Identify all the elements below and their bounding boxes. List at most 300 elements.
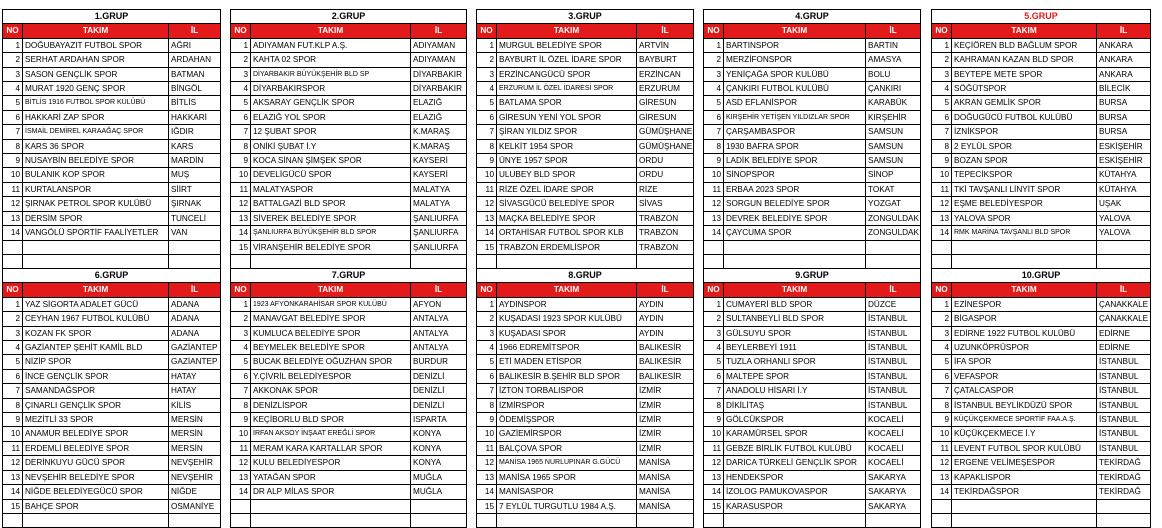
group-table xyxy=(476,9,694,269)
team-number: 14 xyxy=(3,226,23,240)
empty-cell xyxy=(932,254,952,268)
team-name: BATTALGAZİ BLD SPOR xyxy=(251,197,411,211)
team-name: ÇARŞAMBASPOR xyxy=(724,125,866,139)
team-number: 5 xyxy=(477,96,497,110)
empty-cell xyxy=(169,240,221,254)
team-row xyxy=(231,413,467,427)
team-name: BİTLİS 1916 FUTBOL SPOR KULÜBÜ xyxy=(23,96,169,110)
team-row xyxy=(704,53,921,67)
team-name: ERDEMLİ BELEDİYE SPOR xyxy=(23,441,169,455)
team-city: İZMİR xyxy=(637,384,694,398)
team-city: MANİSA xyxy=(637,456,694,470)
team-city: KOCAELİ xyxy=(866,441,921,455)
team-city: YALOVA xyxy=(1097,226,1151,240)
team-number: 7 xyxy=(231,384,251,398)
team-number: 8 xyxy=(477,398,497,412)
team-name: GÜLSUYU SPOR xyxy=(724,326,866,340)
empty-cell xyxy=(497,254,637,268)
team-city: TEKİRDAĞ xyxy=(1097,456,1151,470)
team-row xyxy=(3,326,221,340)
team-name: KULU BELEDİYESPOR xyxy=(251,456,411,470)
empty-cell xyxy=(866,240,921,254)
team-name: KUŞADASI SPOR xyxy=(497,326,637,340)
team-row xyxy=(704,398,921,412)
group-title: 6.GRUP xyxy=(3,269,221,283)
team-row xyxy=(477,110,694,124)
team-number: 13 xyxy=(3,470,23,484)
team-number: 14 xyxy=(932,485,952,499)
team-name: UZUNKÖPRÜSPOR xyxy=(952,341,1097,355)
team-number: 11 xyxy=(231,182,251,196)
empty-cell xyxy=(1097,499,1151,513)
team-number: 1 xyxy=(704,38,724,52)
team-number: 10 xyxy=(231,427,251,441)
team-row xyxy=(477,297,694,311)
team-number: 10 xyxy=(704,427,724,441)
team-name: MEZİTLİ 33 SPOR xyxy=(23,413,169,427)
empty-cell xyxy=(866,513,921,527)
team-number: 3 xyxy=(3,67,23,81)
team-city: BALIKESİR xyxy=(637,369,694,383)
team-city: İZMİR xyxy=(637,413,694,427)
team-name: KAHTA 02 SPOR xyxy=(251,53,411,67)
team-number: 9 xyxy=(231,154,251,168)
empty-cell xyxy=(169,513,221,527)
empty-cell xyxy=(952,240,1097,254)
team-name: YALOVA SPOR xyxy=(952,211,1097,225)
team-row xyxy=(3,355,221,369)
team-number: 10 xyxy=(932,427,952,441)
team-row xyxy=(477,341,694,355)
team-name: SİVEREK BELEDİYE SPOR xyxy=(251,211,411,225)
empty-cell xyxy=(169,254,221,268)
team-row xyxy=(3,485,221,499)
team-number: 5 xyxy=(3,96,23,110)
empty-cell xyxy=(231,513,251,527)
team-number: 4 xyxy=(704,82,724,96)
empty-cell xyxy=(866,254,921,268)
column-header-no: NO xyxy=(932,24,952,38)
team-city: BURSA xyxy=(1097,110,1151,124)
empty-cell xyxy=(477,254,497,268)
team-number: 2 xyxy=(477,53,497,67)
empty-cell xyxy=(724,513,866,527)
team-name: AKKONAK SPOR xyxy=(251,384,411,398)
team-name: ONİKİ ŞUBAT İ.Y xyxy=(251,139,411,153)
team-number: 9 xyxy=(932,413,952,427)
team-name: ÇAYCUMA SPOR xyxy=(724,226,866,240)
team-row xyxy=(477,398,694,412)
team-city: BALIKESİR xyxy=(637,355,694,369)
team-number: 15 xyxy=(477,240,497,254)
team-city: MARDİN xyxy=(169,154,221,168)
team-city: MUĞLA xyxy=(411,485,467,499)
team-name: KIRŞEHİR YETİŞEN YILDIZLAR SPOR xyxy=(724,110,866,124)
team-number: 10 xyxy=(3,427,23,441)
team-row xyxy=(704,182,921,196)
team-city: TEKİRDAĞ xyxy=(1097,485,1151,499)
team-row xyxy=(477,312,694,326)
team-number: 14 xyxy=(932,226,952,240)
team-name: SİNOPSPOR xyxy=(724,168,866,182)
team-number: 1 xyxy=(477,38,497,52)
team-city: SİİRT xyxy=(169,182,221,196)
team-name: İSTANBUL BEYLİKDÜZÜ SPOR xyxy=(952,398,1097,412)
team-city: TRABZON xyxy=(637,226,694,240)
team-city: AMASYA xyxy=(866,53,921,67)
team-city: KÜTAHYA xyxy=(1097,168,1151,182)
team-city: DİYARBAKIR xyxy=(411,82,467,96)
column-header-no: NO xyxy=(231,283,251,297)
empty-row xyxy=(3,513,221,527)
team-name: İZNİKSPOR xyxy=(952,125,1097,139)
group-table xyxy=(931,268,1151,528)
team-number: 7 xyxy=(3,125,23,139)
group-table xyxy=(703,9,921,269)
team-city: İSTANBUL xyxy=(866,326,921,340)
empty-cell xyxy=(1097,254,1151,268)
team-city: SAKARYA xyxy=(866,485,921,499)
team-name: RMK MARİNA TAVŞANLI BLD SPOR xyxy=(952,226,1097,240)
team-number: 12 xyxy=(932,456,952,470)
team-number: 15 xyxy=(3,499,23,513)
team-city: İSTANBUL xyxy=(866,398,921,412)
team-city: EDİRNE xyxy=(1097,341,1151,355)
team-number: 10 xyxy=(932,168,952,182)
team-row xyxy=(704,82,921,96)
team-number: 10 xyxy=(231,168,251,182)
team-row xyxy=(477,456,694,470)
team-row xyxy=(477,441,694,455)
team-name: KÜÇÜKÇEKMECE SPORTİF FAA.A.Ş. xyxy=(952,413,1097,427)
team-city: İSTANBUL xyxy=(866,384,921,398)
empty-row xyxy=(231,254,467,268)
team-name: MANİSASPOR xyxy=(497,485,637,499)
team-name: SİVASGÜCÜ BELEDİYE SPOR xyxy=(497,197,637,211)
empty-cell xyxy=(3,513,23,527)
team-row xyxy=(932,326,1151,340)
team-name: KELKİT 1954 SPOR xyxy=(497,139,637,153)
team-name: KARAMÜRSEL SPOR xyxy=(724,427,866,441)
group-table xyxy=(703,268,921,528)
team-number: 8 xyxy=(932,398,952,412)
team-city: GÜMÜŞHANE xyxy=(637,125,694,139)
team-row xyxy=(477,197,694,211)
team-row xyxy=(704,427,921,441)
team-city: İZMİR xyxy=(637,427,694,441)
team-number: 4 xyxy=(477,82,497,96)
column-header-city: İL xyxy=(637,24,694,38)
team-city: GAZİANTEP xyxy=(169,355,221,369)
team-name: TUZLA ORHANLI SPOR xyxy=(724,355,866,369)
team-name: SÖĞÜTSPOR xyxy=(952,82,1097,96)
team-row xyxy=(3,226,221,240)
team-number: 4 xyxy=(231,82,251,96)
team-row xyxy=(704,485,921,499)
team-name: ÜNYE 1957 SPOR xyxy=(497,154,637,168)
team-city: ANTALYA xyxy=(411,312,467,326)
team-number: 5 xyxy=(3,355,23,369)
team-row xyxy=(932,341,1151,355)
team-number: 5 xyxy=(477,355,497,369)
empty-cell xyxy=(251,513,411,527)
empty-cell xyxy=(952,499,1097,513)
team-city: TRABZON xyxy=(637,211,694,225)
empty-row xyxy=(704,240,921,254)
team-name: MANAVGAT BELEDİYE SPOR xyxy=(251,312,411,326)
team-city: YALOVA xyxy=(1097,211,1151,225)
team-row xyxy=(704,470,921,484)
team-name: GEBZE BİRLİK FUTBOL KULÜBÜ xyxy=(724,441,866,455)
team-name: MAÇKA BELEDİYE SPOR xyxy=(497,211,637,225)
team-number: 4 xyxy=(3,82,23,96)
team-number: 11 xyxy=(231,441,251,455)
team-name: BEYLERBEYİ 1911 xyxy=(724,341,866,355)
team-city: MERSİN xyxy=(169,441,221,455)
team-city: KOCAELİ xyxy=(866,427,921,441)
team-name: İZMİRSPOR xyxy=(497,398,637,412)
team-name: HAKKARİ ZAP SPOR xyxy=(23,110,169,124)
column-header-team: TAKIM xyxy=(251,24,411,38)
group-table xyxy=(931,9,1151,269)
team-number: 5 xyxy=(932,355,952,369)
team-city: İSTANBUL xyxy=(1097,427,1151,441)
group-title: 8.GRUP xyxy=(477,269,694,283)
team-name: ULUBEY BLD SPOR xyxy=(497,168,637,182)
team-row xyxy=(231,398,467,412)
column-header-no: NO xyxy=(3,283,23,297)
team-number: 12 xyxy=(932,197,952,211)
team-city: İZMİR xyxy=(637,441,694,455)
team-city: SAMSUN xyxy=(866,139,921,153)
team-city: K.MARAŞ xyxy=(411,125,467,139)
column-header-city: İL xyxy=(169,283,221,297)
team-number: 10 xyxy=(477,427,497,441)
team-city: ÇANKIRI xyxy=(866,82,921,96)
team-row xyxy=(932,369,1151,383)
team-row xyxy=(932,297,1151,311)
team-row xyxy=(932,355,1151,369)
team-city: MALATYA xyxy=(411,182,467,196)
team-city: BAYBURT xyxy=(637,53,694,67)
team-row xyxy=(3,297,221,311)
team-city: ELAZIĞ xyxy=(411,110,467,124)
team-city: ORDU xyxy=(637,154,694,168)
empty-cell xyxy=(724,254,866,268)
team-number: 12 xyxy=(231,197,251,211)
team-number: 11 xyxy=(932,441,952,455)
team-row xyxy=(477,427,694,441)
team-name: AKSARAY GENÇLİK SPOR xyxy=(251,96,411,110)
team-row xyxy=(932,125,1151,139)
team-number: 7 xyxy=(477,384,497,398)
team-city: İSTANBUL xyxy=(1097,398,1151,412)
team-row xyxy=(231,38,467,52)
team-name: BAHÇE SPOR xyxy=(23,499,169,513)
team-city: KARABÜK xyxy=(866,96,921,110)
team-number: 3 xyxy=(704,67,724,81)
team-city: ANTALYA xyxy=(411,341,467,355)
team-name: EDİRNE 1922 FUTBOL KULÜBÜ xyxy=(952,326,1097,340)
column-header-no: NO xyxy=(704,24,724,38)
team-name: GİRESUN YENİ YOL SPOR xyxy=(497,110,637,124)
team-name: ŞIRNAK PETROL SPOR KULÜBÜ xyxy=(23,197,169,211)
team-row xyxy=(704,441,921,455)
team-name: BALÇOVA SPOR xyxy=(497,441,637,455)
team-name: TEPECİKSPOR xyxy=(952,168,1097,182)
team-city: ELAZIĞ xyxy=(411,96,467,110)
team-name: BARTINSPOR xyxy=(724,38,866,52)
team-number: 8 xyxy=(231,398,251,412)
team-name: MANİSA 1965 SPOR xyxy=(497,470,637,484)
team-city: İSTANBUL xyxy=(866,369,921,383)
group-title: 9.GRUP xyxy=(704,269,921,283)
team-city: ŞANLIURFA xyxy=(411,226,467,240)
column-header-no: NO xyxy=(477,24,497,38)
team-number: 11 xyxy=(477,182,497,196)
empty-row xyxy=(704,513,921,527)
empty-row xyxy=(932,499,1151,513)
team-number: 13 xyxy=(704,470,724,484)
team-name: DERSİM SPOR xyxy=(23,211,169,225)
team-number: 2 xyxy=(3,53,23,67)
team-city: YOZGAT xyxy=(866,197,921,211)
team-row xyxy=(3,53,221,67)
empty-cell xyxy=(497,513,637,527)
team-name: DEVELİGÜCÜ SPOR xyxy=(251,168,411,182)
team-name: ANADOLU HİSARI İ.Y xyxy=(724,384,866,398)
team-row xyxy=(477,38,694,52)
team-city: GAZİANTEP xyxy=(169,341,221,355)
team-name: ADIYAMAN FUT.KLP A.Ş. xyxy=(251,38,411,52)
column-header-team: TAKIM xyxy=(497,283,637,297)
team-row xyxy=(704,110,921,124)
team-city: ARDAHAN xyxy=(169,53,221,67)
team-name: ÇINARLI GENÇLİK SPOR xyxy=(23,398,169,412)
team-city: BURSA xyxy=(1097,125,1151,139)
team-row xyxy=(477,226,694,240)
team-name: TKİ TAVŞANLI LİNYİT SPOR xyxy=(952,182,1097,196)
column-header-team: TAKIM xyxy=(251,283,411,297)
team-row xyxy=(477,139,694,153)
team-name: BOZAN SPOR xyxy=(952,154,1097,168)
team-city: ESKİŞEHİR xyxy=(1097,139,1151,153)
team-name: BULANIK KOP SPOR xyxy=(23,168,169,182)
team-row xyxy=(3,369,221,383)
team-name: NİĞDE BELEDİYEGÜCÜ SPOR xyxy=(23,485,169,499)
team-row xyxy=(932,96,1151,110)
team-name: DEVREK BELEDİYE SPOR xyxy=(724,211,866,225)
team-number: 12 xyxy=(3,456,23,470)
team-number: 3 xyxy=(477,67,497,81)
team-city: AFYON xyxy=(411,297,467,311)
column-header-city: İL xyxy=(169,24,221,38)
team-city: SAKARYA xyxy=(866,470,921,484)
empty-cell xyxy=(952,513,1097,527)
team-number: 14 xyxy=(231,485,251,499)
team-number: 12 xyxy=(477,456,497,470)
team-row xyxy=(932,470,1151,484)
team-city: TUNCELİ xyxy=(169,211,221,225)
team-number: 9 xyxy=(477,154,497,168)
team-number: 9 xyxy=(3,413,23,427)
team-row xyxy=(477,499,694,513)
team-city: ADIYAMAN xyxy=(411,53,467,67)
team-number: 8 xyxy=(3,398,23,412)
team-name: CUMAYERİ BLD SPOR xyxy=(724,297,866,311)
column-header-city: İL xyxy=(637,283,694,297)
team-city: RİZE xyxy=(637,182,694,196)
team-name: ŞANLIURFA BÜYÜKŞEHİR BLD SPOR xyxy=(251,226,411,240)
team-city: BURDUR xyxy=(411,355,467,369)
team-city: ŞANLIURFA xyxy=(411,211,467,225)
team-row xyxy=(3,125,221,139)
team-name: RİZE ÖZEL İDARE SPOR xyxy=(497,182,637,196)
team-number: 3 xyxy=(704,326,724,340)
team-number: 3 xyxy=(477,326,497,340)
team-city: TRABZON xyxy=(637,240,694,254)
team-city: AYDIN xyxy=(637,326,694,340)
team-number: 6 xyxy=(231,369,251,383)
team-city: ANKARA xyxy=(1097,53,1151,67)
team-city: ŞANLIURFA xyxy=(411,240,467,254)
team-name: ORTAHİSAR FUTBOL SPOR KLB xyxy=(497,226,637,240)
team-row xyxy=(3,427,221,441)
team-name: BALIKESİR B.ŞEHİR BLD SPOR xyxy=(497,369,637,383)
team-name: NUSAYBİN BELEDİYE SPOR xyxy=(23,154,169,168)
team-row xyxy=(3,82,221,96)
empty-cell xyxy=(477,513,497,527)
empty-cell xyxy=(251,254,411,268)
team-number: 6 xyxy=(704,369,724,383)
team-city: HATAY xyxy=(169,369,221,383)
team-city: KONYA xyxy=(411,456,467,470)
team-city: BATMAN xyxy=(169,67,221,81)
team-city: SAMSUN xyxy=(866,125,921,139)
team-city: ANTALYA xyxy=(411,326,467,340)
team-row xyxy=(3,312,221,326)
team-name: MANİSA 1965 NURLUPINAR G.GÜCÜ xyxy=(497,456,637,470)
team-city: ERZİNCAN xyxy=(637,67,694,81)
team-row xyxy=(477,413,694,427)
team-number: 8 xyxy=(3,139,23,153)
team-row xyxy=(704,226,921,240)
team-number: 6 xyxy=(932,369,952,383)
team-city: İSTANBUL xyxy=(1097,413,1151,427)
team-row xyxy=(231,211,467,225)
team-city: İZMİR xyxy=(637,398,694,412)
team-name: KÜÇÜKÇEKMECE İ.Y xyxy=(952,427,1097,441)
team-name: YENİÇAĞA SPOR KULÜBÜ xyxy=(724,67,866,81)
team-number: 2 xyxy=(231,312,251,326)
team-name: KUMLUCA BELEDİYE SPOR xyxy=(251,326,411,340)
team-number: 11 xyxy=(477,441,497,455)
team-row xyxy=(231,96,467,110)
empty-row xyxy=(704,254,921,268)
team-city: EDİRNE xyxy=(1097,326,1151,340)
team-row xyxy=(704,96,921,110)
team-number: 6 xyxy=(477,369,497,383)
team-city: ERZURUM xyxy=(637,82,694,96)
team-name: KURTALANSPOR xyxy=(23,182,169,196)
team-row xyxy=(932,82,1151,96)
team-number: 5 xyxy=(932,96,952,110)
team-number: 9 xyxy=(477,413,497,427)
team-row xyxy=(932,182,1151,196)
team-number: 6 xyxy=(477,110,497,124)
team-row xyxy=(704,139,921,153)
team-name: BİGASPOR xyxy=(952,312,1097,326)
